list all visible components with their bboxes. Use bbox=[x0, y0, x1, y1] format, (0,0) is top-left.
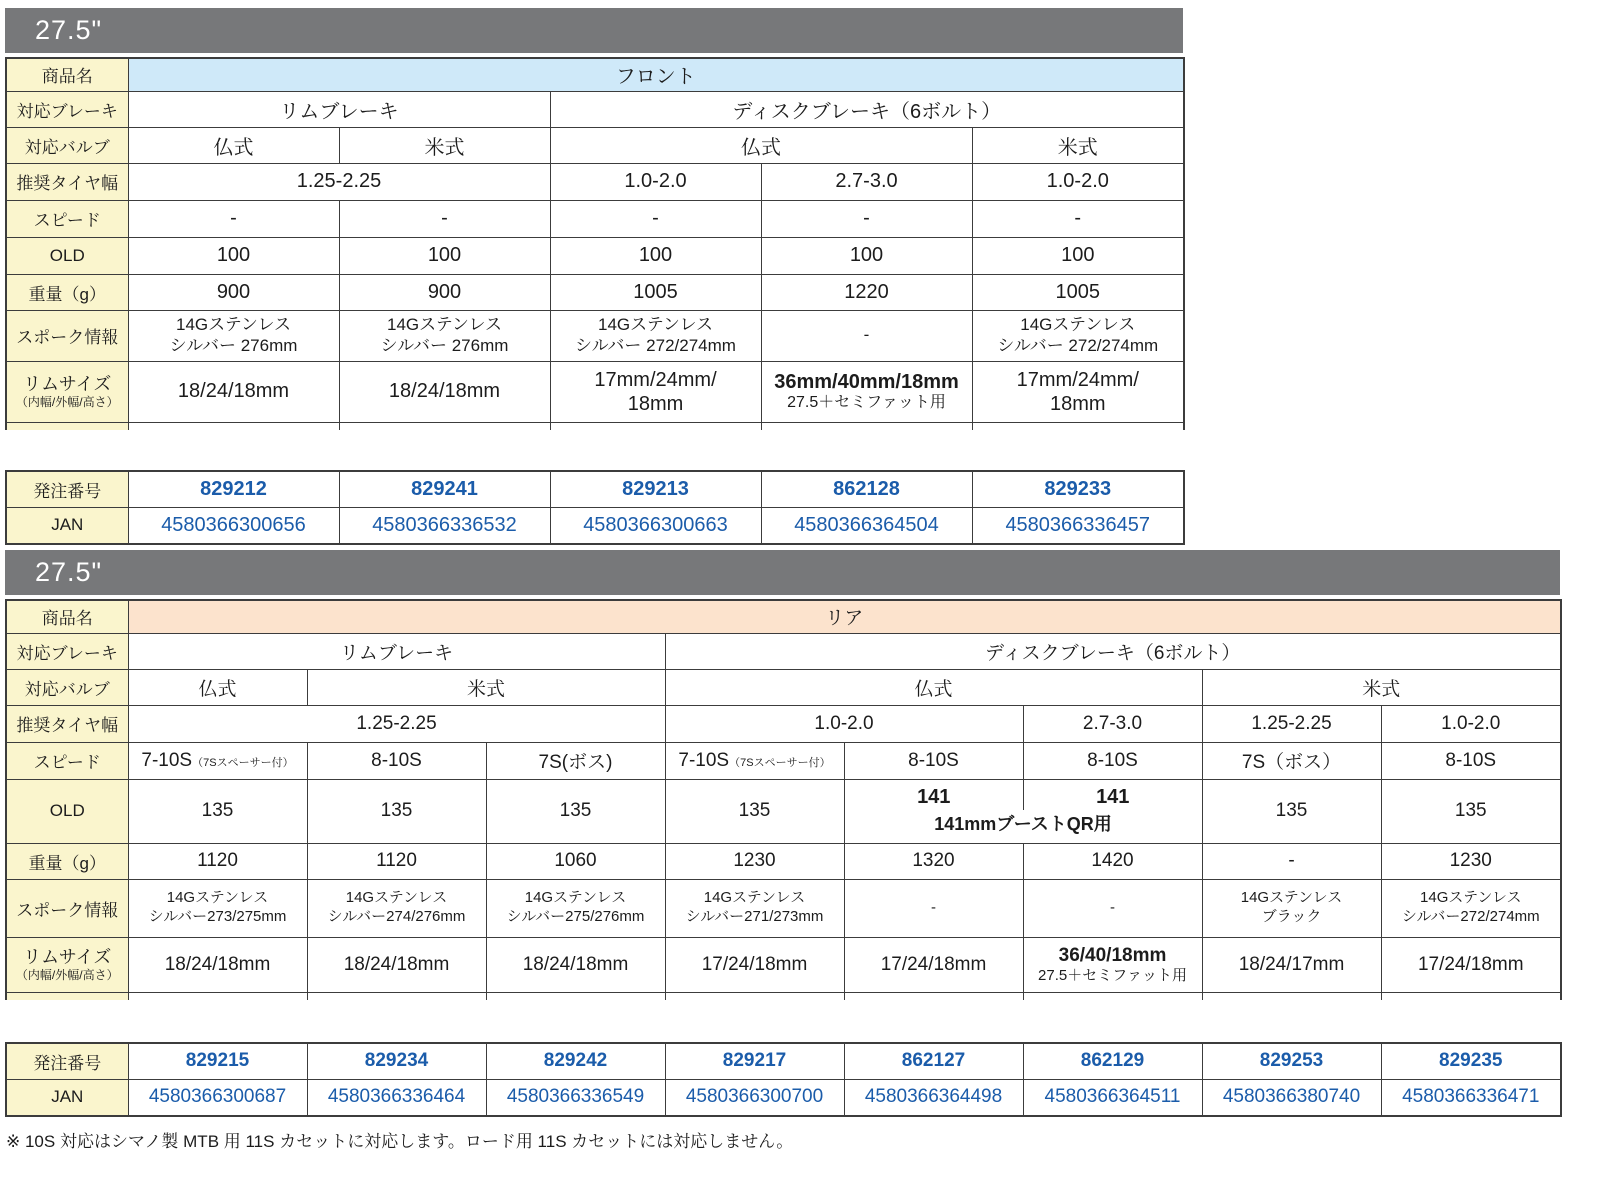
front-old-cell: 100 bbox=[550, 237, 761, 274]
front-row-jan bbox=[6, 507, 1184, 544]
rear-rim-cell: 18/24/18mm bbox=[486, 937, 665, 992]
rear-speed-cell: 7S(ボス) bbox=[486, 742, 665, 779]
row-label-old: OLD bbox=[6, 237, 128, 274]
rear-jan-code: 4580366364498 bbox=[844, 1079, 1023, 1116]
row-label-jan: JAN bbox=[6, 1079, 128, 1116]
rear-rim-cell: 18/24/17mm bbox=[1202, 937, 1381, 992]
rear-rim-cell: 17/24/18mm bbox=[665, 937, 844, 992]
rear-order-number: 829234 bbox=[307, 1043, 486, 1079]
rear-spoke-cell: 14Gステンレス シルバー274/276mm bbox=[307, 879, 486, 937]
front-tire-cell: 1.25-2.25 bbox=[128, 163, 550, 200]
rear-brake-rim: リムブレーキ bbox=[128, 633, 665, 669]
front-weight-cell: 900 bbox=[339, 274, 550, 310]
rear-row-rim bbox=[6, 937, 1561, 992]
front-rim-cell: 17mm/24mm/ 18mm bbox=[972, 361, 1184, 422]
rear-jan-code: 4580366336464 bbox=[307, 1079, 486, 1116]
rear-order-number: 829253 bbox=[1202, 1043, 1381, 1079]
front-valve-cell: 米式 bbox=[972, 127, 1184, 163]
rear-order-number: 829235 bbox=[1381, 1043, 1561, 1079]
rear-jan-code: 4580366336471 bbox=[1381, 1079, 1561, 1116]
front-row-brake bbox=[6, 91, 1184, 127]
front-speed-cell: - bbox=[128, 200, 339, 237]
rear-tire-cell: 1.0-2.0 bbox=[665, 705, 1023, 742]
row-label-brake: 対応ブレーキ bbox=[6, 633, 128, 669]
rear-weight-cell: 1320 bbox=[844, 843, 1023, 879]
rear-rim-cell: 17/24/18mm bbox=[844, 937, 1023, 992]
rear-spec-table bbox=[5, 599, 1562, 1000]
front-order-number: 829213 bbox=[550, 471, 761, 507]
rear-old-boost-left: 141 bbox=[917, 785, 951, 808]
row-label-speed: スピード bbox=[6, 200, 128, 237]
rear-old-cell: 135 bbox=[1381, 779, 1561, 843]
front-valve-cell: 仏式 bbox=[550, 127, 972, 163]
rear-row-brake bbox=[6, 633, 1561, 669]
front-spoke-cell: - bbox=[761, 310, 972, 361]
front-rim-cell: 18/24/18mm bbox=[128, 361, 339, 422]
front-old-cell: 100 bbox=[972, 237, 1184, 274]
front-order-number: 829212 bbox=[128, 471, 339, 507]
front-speed-cell: - bbox=[550, 200, 761, 237]
rear-cutoff-row bbox=[6, 992, 1561, 1000]
front-jan-code: 4580366300656 bbox=[128, 507, 339, 544]
rear-old-cell: 135 bbox=[307, 779, 486, 843]
rear-row-weight bbox=[6, 843, 1561, 879]
rear-weight-cell: - bbox=[1202, 843, 1381, 879]
front-jan-code: 4580366336532 bbox=[339, 507, 550, 544]
front-old-cell: 100 bbox=[128, 237, 339, 274]
front-row-product bbox=[6, 58, 1184, 91]
row-label-jan: JAN bbox=[6, 507, 128, 544]
front-valve-cell: 仏式 bbox=[128, 127, 339, 163]
rear-spoke-cell: 14Gステンレス シルバー272/274mm bbox=[1381, 879, 1561, 937]
rear-order-table bbox=[5, 1042, 1562, 1117]
front-jan-code: 4580366300663 bbox=[550, 507, 761, 544]
front-jan-code: 4580366336457 bbox=[972, 507, 1184, 544]
rear-spoke-cell: 14Gステンレス シルバー275/276mm bbox=[486, 879, 665, 937]
row-label-order: 発注番号 bbox=[6, 471, 128, 507]
rear-order-number: 829242 bbox=[486, 1043, 665, 1079]
rear-tire-cell: 1.25-2.25 bbox=[1202, 705, 1381, 742]
rear-order-number: 862127 bbox=[844, 1043, 1023, 1079]
row-label-brake: 対応ブレーキ bbox=[6, 91, 128, 127]
front-spoke-cell: 14Gステンレス シルバー 276mm bbox=[339, 310, 550, 361]
row-label-weight: 重量（g） bbox=[6, 843, 128, 879]
rear-jan-code: 4580366300700 bbox=[665, 1079, 844, 1116]
rear-tire-cell: 1.25-2.25 bbox=[128, 705, 665, 742]
front-row-rim bbox=[6, 361, 1184, 422]
row-label-order: 発注番号 bbox=[6, 1043, 128, 1079]
front-order-number: 862128 bbox=[761, 471, 972, 507]
row-label-rim: リムサイズ （内幅/外幅/高さ） bbox=[6, 937, 128, 992]
rear-spoke-cell: 14Gステンレス シルバー271/273mm bbox=[665, 879, 844, 937]
front-speed-cell: - bbox=[339, 200, 550, 237]
front-weight-cell: 1005 bbox=[972, 274, 1184, 310]
front-rim-cell: 18/24/18mm bbox=[339, 361, 550, 422]
front-row-tire bbox=[6, 163, 1184, 200]
front-brake-rim: リムブレーキ bbox=[128, 91, 550, 127]
front-spoke-cell: 14Gステンレス シルバー 276mm bbox=[128, 310, 339, 361]
rear-weight-cell: 1230 bbox=[1381, 843, 1561, 879]
front-row-valve bbox=[6, 127, 1184, 163]
front-tire-cell: 2.7-3.0 bbox=[761, 163, 972, 200]
front-weight-cell: 900 bbox=[128, 274, 339, 310]
rear-speed-cell: 8-10S bbox=[307, 742, 486, 779]
front-brake-disc: ディスクブレーキ（6ボルト） bbox=[550, 91, 1184, 127]
rear-order-number: 862129 bbox=[1023, 1043, 1202, 1079]
rear-row-product bbox=[6, 600, 1561, 633]
rear-old-cell: 135 bbox=[128, 779, 307, 843]
compatibility-footnote: ※ 10S 対応はシマノ製 MTB 用 11S カセットに対応します。ロード用 11S カセットには対応しません。 bbox=[6, 1132, 794, 1151]
front-row-speed bbox=[6, 200, 1184, 237]
rear-speed-cell: 8-10S bbox=[1381, 742, 1561, 779]
row-label-speed: スピード bbox=[6, 742, 128, 779]
front-old-cell: 100 bbox=[761, 237, 972, 274]
front-cutoff-row bbox=[6, 422, 1184, 430]
rear-row-valve bbox=[6, 669, 1561, 705]
rear-rim-cell: 36/40/18mm 27.5＋セミファット用 bbox=[1023, 937, 1202, 992]
rear-spoke-cell: - bbox=[1023, 879, 1202, 937]
front-spec-table bbox=[5, 57, 1185, 430]
rear-tire-cell: 1.0-2.0 bbox=[1381, 705, 1561, 742]
row-label-spoke: スポーク情報 bbox=[6, 879, 128, 937]
rear-valve-cell: 米式 bbox=[1202, 669, 1561, 705]
rear-jan-code: 4580366300687 bbox=[128, 1079, 307, 1116]
front-tire-cell: 1.0-2.0 bbox=[550, 163, 761, 200]
rear-row-spoke bbox=[6, 879, 1561, 937]
rear-valve-cell: 仏式 bbox=[128, 669, 307, 705]
rear-speed-cell: 8-10S bbox=[844, 742, 1023, 779]
front-size-header: 27.5" bbox=[5, 8, 1183, 53]
rear-rim-cell: 18/24/18mm bbox=[128, 937, 307, 992]
front-order-number: 829233 bbox=[972, 471, 1184, 507]
front-spoke-cell: 14Gステンレス シルバー 272/274mm bbox=[550, 310, 761, 361]
row-label-rim: リムサイズ （内幅/外幅/高さ） bbox=[6, 361, 128, 422]
row-label-old: OLD bbox=[6, 779, 128, 843]
row-label-tire: 推奨タイヤ幅 bbox=[6, 163, 128, 200]
rear-valve-cell: 仏式 bbox=[665, 669, 1202, 705]
rear-tire-cell: 2.7-3.0 bbox=[1023, 705, 1202, 742]
rear-row-order bbox=[6, 1043, 1561, 1079]
row-label-weight: 重量（g） bbox=[6, 274, 128, 310]
rear-weight-cell: 1230 bbox=[665, 843, 844, 879]
rear-valve-cell: 米式 bbox=[307, 669, 665, 705]
rear-brake-disc: ディスクブレーキ（6ボルト） bbox=[665, 633, 1561, 669]
rear-weight-cell: 1120 bbox=[307, 843, 486, 879]
front-speed-cell: - bbox=[972, 200, 1184, 237]
front-row-spoke bbox=[6, 310, 1184, 361]
rear-size-header: 27.5" bbox=[5, 550, 1560, 595]
front-weight-cell: 1005 bbox=[550, 274, 761, 310]
rear-order-number: 829215 bbox=[128, 1043, 307, 1079]
rear-row-speed bbox=[6, 742, 1561, 779]
row-label-valve: 対応バルブ bbox=[6, 669, 128, 705]
front-order-table bbox=[5, 470, 1185, 545]
rear-old-boost-right: 141 bbox=[1023, 780, 1202, 810]
row-label-product: 商品名 bbox=[6, 600, 128, 633]
rear-old-cell: 135 bbox=[486, 779, 665, 843]
row-label-product: 商品名 bbox=[6, 58, 128, 91]
rear-weight-cell: 1060 bbox=[486, 843, 665, 879]
rear-old-boost-note: 141mmブーストQR用 bbox=[934, 813, 1112, 834]
rear-speed-cell: 8-10S bbox=[1023, 742, 1202, 779]
rear-rim-cell: 17/24/18mm bbox=[1381, 937, 1561, 992]
rear-speed-cell: 7-10S（7Sスペーサー付） bbox=[128, 742, 307, 779]
front-tire-cell: 1.0-2.0 bbox=[972, 163, 1184, 200]
rear-speed-cell: 7S（ボス） bbox=[1202, 742, 1381, 779]
rear-row-tire bbox=[6, 705, 1561, 742]
front-rim-cell: 17mm/24mm/ 18mm bbox=[550, 361, 761, 422]
rear-wheel-section bbox=[5, 550, 1560, 1117]
rear-old-cell: 135 bbox=[1202, 779, 1381, 843]
rear-product-name: リア bbox=[128, 600, 1561, 633]
front-jan-code: 4580366364504 bbox=[761, 507, 972, 544]
rear-spoke-cell: 14Gステンレス シルバー273/275mm bbox=[128, 879, 307, 937]
rear-spoke-cell: 14Gステンレス ブラック bbox=[1202, 879, 1381, 937]
row-label-spoke: スポーク情報 bbox=[6, 310, 128, 361]
front-row-old bbox=[6, 237, 1184, 274]
rear-speed-cell: 7-10S（7Sスペーサー付） bbox=[665, 742, 844, 779]
front-valve-cell: 米式 bbox=[339, 127, 550, 163]
front-row-order bbox=[6, 471, 1184, 507]
front-spoke-cell: 14Gステンレス シルバー 272/274mm bbox=[972, 310, 1184, 361]
front-speed-cell: - bbox=[761, 200, 972, 237]
rear-weight-cell: 1120 bbox=[128, 843, 307, 879]
rear-old-boost-cell bbox=[844, 779, 1202, 843]
front-old-cell: 100 bbox=[339, 237, 550, 274]
front-row-weight bbox=[6, 274, 1184, 310]
rear-jan-code: 4580366364511 bbox=[1023, 1079, 1202, 1116]
rear-row-old bbox=[6, 779, 1561, 843]
rear-jan-code: 4580366380740 bbox=[1202, 1079, 1381, 1116]
rear-order-number: 829217 bbox=[665, 1043, 844, 1079]
rear-row-jan bbox=[6, 1079, 1561, 1116]
front-product-name: フロント bbox=[128, 58, 1184, 91]
rear-spoke-cell: - bbox=[844, 879, 1023, 937]
front-rim-cell: 36mm/40mm/18mm 27.5＋セミファット用 bbox=[761, 361, 972, 422]
rear-rim-cell: 18/24/18mm bbox=[307, 937, 486, 992]
front-wheel-section bbox=[5, 8, 1183, 545]
rear-weight-cell: 1420 bbox=[1023, 843, 1202, 879]
front-order-number: 829241 bbox=[339, 471, 550, 507]
rear-old-cell: 135 bbox=[665, 779, 844, 843]
front-weight-cell: 1220 bbox=[761, 274, 972, 310]
rear-jan-code: 4580366336549 bbox=[486, 1079, 665, 1116]
row-label-valve: 対応バルブ bbox=[6, 127, 128, 163]
row-label-tire: 推奨タイヤ幅 bbox=[6, 705, 128, 742]
